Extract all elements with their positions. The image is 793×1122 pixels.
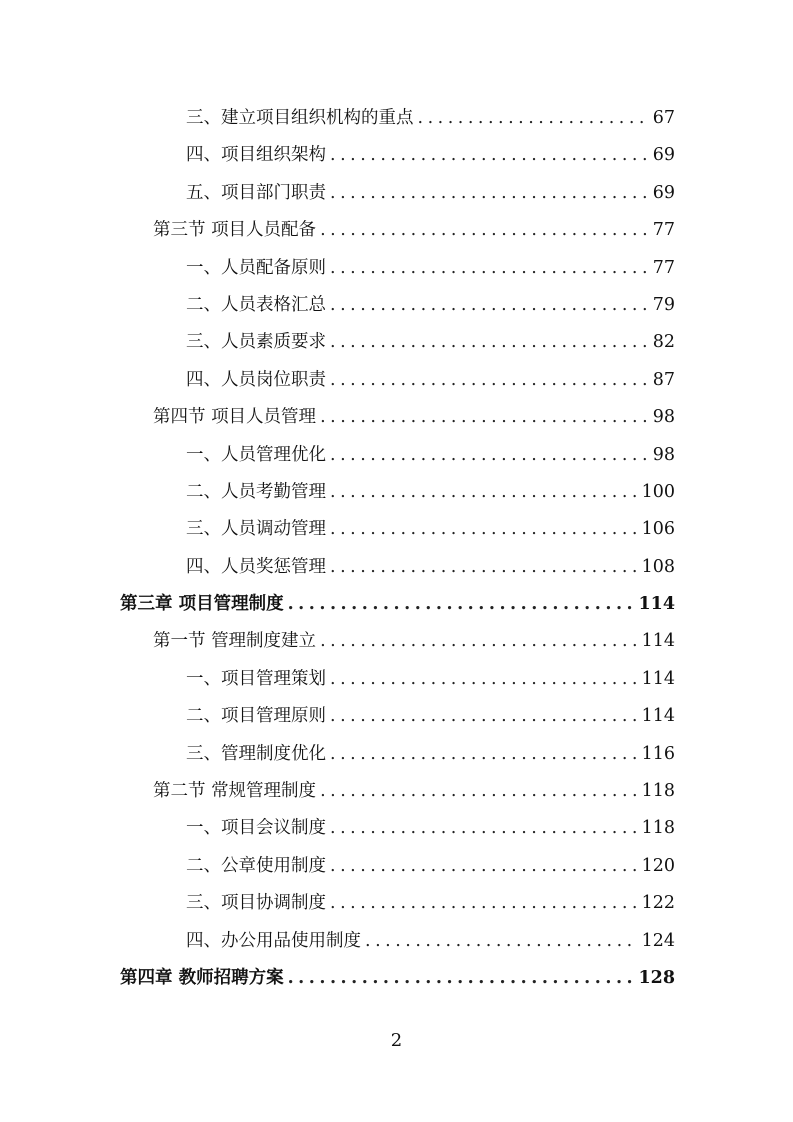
toc-item-row[interactable]	[120, 549, 675, 586]
toc-entry-label: 四、人员奖惩管理	[186, 556, 326, 577]
toc-entry-page: 114	[638, 594, 675, 615]
toc-entry-page: 79	[652, 294, 675, 315]
toc-dot-leader	[330, 511, 638, 548]
toc-entry-page: 98	[652, 407, 675, 428]
toc-dot-leader	[330, 362, 649, 399]
toc-item-row[interactable]	[120, 736, 675, 773]
toc-section-row[interactable]	[120, 212, 675, 249]
toc-entry-page: 100	[641, 481, 675, 502]
toc-dot-leader	[320, 212, 649, 249]
toc-entry-label: 三、人员调动管理	[186, 519, 326, 540]
toc-dot-leader	[330, 437, 649, 474]
toc-dot-leader	[330, 549, 638, 586]
toc-item-row[interactable]	[120, 848, 675, 885]
toc-entry-label: 二、项目管理原则	[186, 706, 326, 727]
toc-entry-page: 122	[641, 893, 675, 914]
toc-item-row[interactable]	[120, 923, 675, 960]
toc-section-row[interactable]	[120, 773, 675, 810]
toc-entry-label: 三、项目协调制度	[186, 893, 326, 914]
toc-dot-leader	[320, 399, 649, 436]
toc-entry-page: 67	[652, 108, 675, 128]
toc-entry-page: 69	[652, 182, 675, 203]
toc-item-row[interactable]	[120, 511, 675, 548]
toc-entry-page: 118	[641, 818, 675, 839]
toc-entry-label: 四、项目组织架构	[186, 145, 326, 166]
toc-item-row[interactable]	[120, 324, 675, 361]
toc-entry-page: 77	[652, 257, 675, 278]
toc-entry-page: 87	[652, 369, 675, 390]
toc-section-row[interactable]	[120, 399, 675, 436]
toc-entry-label: 第四章 教师招聘方案	[120, 967, 284, 988]
toc-dot-leader	[330, 698, 638, 735]
toc-entry-page: 77	[652, 220, 675, 241]
toc-entry-page: 114	[641, 631, 675, 652]
toc-chapter-row[interactable]	[120, 960, 675, 997]
toc-dot-leader	[330, 324, 649, 361]
toc-entry-label: 第三节 项目人员配备	[153, 220, 317, 241]
toc-entry-label: 二、人员考勤管理	[186, 481, 326, 502]
toc-section-row[interactable]	[120, 623, 675, 660]
toc-entry-page: 124	[641, 930, 675, 951]
toc-dot-leader	[320, 773, 638, 810]
table-of-contents	[120, 100, 675, 997]
toc-entry-label: 第四节 项目人员管理	[153, 407, 317, 428]
toc-entry-label: 一、人员管理优化	[186, 444, 326, 465]
toc-dot-leader	[330, 175, 649, 212]
toc-dot-leader	[330, 474, 638, 511]
toc-entry-page: 82	[652, 332, 675, 353]
toc-entry-label: 三、人员素质要求	[186, 332, 326, 353]
toc-item-row[interactable]	[120, 661, 675, 698]
toc-entry-page: 118	[641, 781, 675, 802]
toc-dot-leader	[288, 586, 635, 623]
page-number: 2	[390, 1030, 403, 1051]
toc-entry-label: 第一节 管理制度建立	[153, 631, 317, 652]
toc-item-row[interactable]	[120, 137, 675, 174]
toc-entry-label: 一、人员配备原则	[186, 257, 326, 278]
toc-entry-label: 四、办公用品使用制度	[186, 930, 361, 951]
toc-entry-label: 四、人员岗位职责	[186, 369, 326, 390]
toc-dot-leader	[330, 810, 638, 847]
toc-dot-leader	[330, 736, 638, 773]
toc-item-row[interactable]	[120, 287, 675, 324]
toc-entry-label: 二、人员表格汇总	[186, 294, 326, 315]
toc-dot-leader	[330, 287, 649, 324]
toc-item-row[interactable]	[120, 885, 675, 922]
toc-entry-label: 第二节 常规管理制度	[153, 781, 317, 802]
toc-entry-label: 三、管理制度优化	[186, 743, 326, 764]
toc-dot-leader	[330, 885, 638, 922]
toc-dot-leader	[288, 960, 635, 997]
toc-entry-page: 106	[641, 519, 675, 540]
toc-dot-leader	[365, 923, 638, 960]
toc-item-row[interactable]	[120, 362, 675, 399]
toc-dot-leader	[330, 137, 649, 174]
toc-item-row[interactable]	[120, 810, 675, 847]
toc-item-row[interactable]	[120, 250, 675, 287]
toc-entry-page: 98	[652, 444, 675, 465]
toc-item-row[interactable]	[120, 698, 675, 735]
toc-item-row[interactable]	[120, 474, 675, 511]
toc-entry-label: 三、建立项目组织机构的重点	[186, 108, 414, 128]
toc-item-row[interactable]	[120, 175, 675, 212]
toc-entry-page: 120	[641, 855, 675, 876]
toc-entry-label: 第三章 项目管理制度	[120, 594, 284, 615]
toc-entry-label: 一、项目会议制度	[186, 818, 326, 839]
toc-entry-page: 114	[641, 706, 675, 727]
toc-entry-label: 一、项目管理策划	[186, 668, 326, 689]
toc-dot-leader	[320, 623, 638, 660]
toc-dot-leader	[330, 250, 649, 287]
toc-item-row[interactable]	[120, 437, 675, 474]
toc-entry-page: 108	[641, 556, 675, 577]
toc-entry-page: 114	[641, 668, 675, 689]
toc-entry-label: 五、项目部门职责	[186, 182, 326, 203]
toc-dot-leader	[330, 848, 638, 885]
toc-item-row[interactable]	[120, 100, 675, 137]
toc-entry-page: 69	[652, 145, 675, 166]
toc-entry-page: 128	[638, 967, 675, 988]
toc-chapter-row[interactable]	[120, 586, 675, 623]
toc-entry-page: 116	[641, 743, 675, 764]
toc-dot-leader	[418, 100, 649, 137]
toc-entry-label: 二、公章使用制度	[186, 855, 326, 876]
toc-dot-leader	[330, 661, 638, 698]
